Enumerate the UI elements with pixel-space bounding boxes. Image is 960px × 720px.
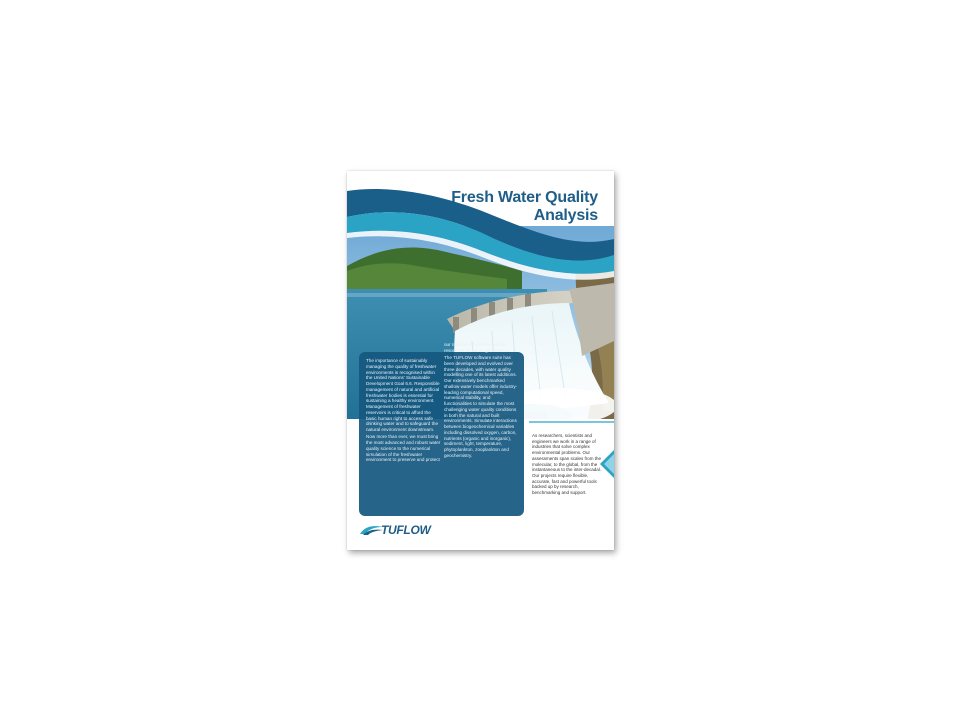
text-column-2 (444, 342, 519, 460)
paragraph: our natural and artificial aquatic resources for future generations. (444, 342, 511, 353)
text-column-1 (366, 358, 441, 465)
paragraph: As researchers, scientists and engineers we work in a range of industries that solve complex environmental problems. Our assessments span scales from the molecular, to the global, from the instantaneous to the inter-decadal. Our projects require flexible, accurate, fast and powerful tools backed up by research, benchmarking and support. (532, 433, 602, 496)
paragraph: Now more than ever, we must bring the most advanced and robust water quality science to the numerical simulation of the freshwater environment to preserve and protect (366, 434, 441, 463)
intro-text-box (359, 342, 524, 516)
paragraph: The TUFLOW software suite has been developed and evolved over three decades, with water quality modelling one of its latest additions. Our extensively benchmarked shallow water models offer industry-leading computational speed, numerical stability, and functionalities to simulate the most challenging water quality conditions in both the natural and built environments. Simulate interactions between biogeochemical variables including dissolved oxygen, carbon, nutrients (organic and inorganic), sediment, light, temperature, phytoplankton, zooplankton and geochemistry. (444, 355, 518, 458)
tuflow-logo (359, 523, 431, 537)
brochure-page (347, 171, 614, 550)
logo-text: TUFLOW (381, 523, 431, 537)
title-line-1: Fresh Water Quality (451, 189, 598, 206)
title-line-2: Analysis (533, 207, 598, 224)
paragraph: The importance of sustainably managing the quality of freshwater environments is recognised within the United Nations' Sustainable Development Goal 6.6. Responsible management of natural and artificial freshwater bodies is essential for sustaining a healthy environment. Management of freshwater reservoirs is critical to afford the basic human right to access safe drinking water and to safeguard the natural environment downstream. (366, 358, 440, 432)
right-column-text (532, 433, 604, 496)
brochure-title (451, 189, 598, 225)
